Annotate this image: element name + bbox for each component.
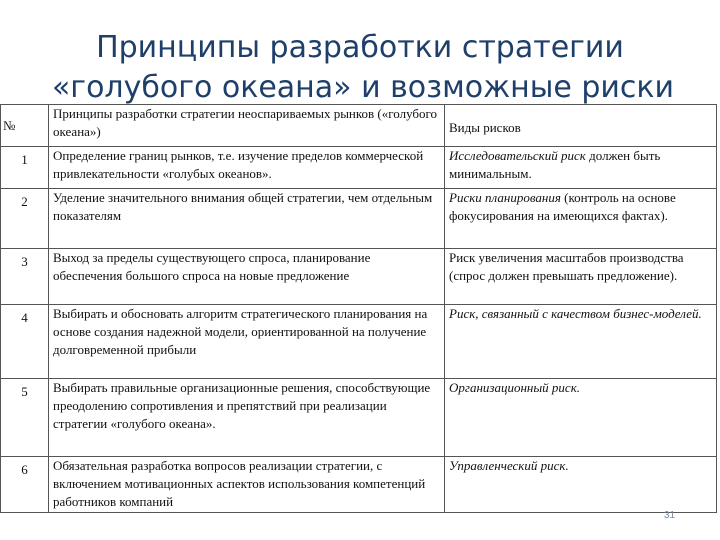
- row-principle: Уделение значительного внимания общей стратегии, чем отдельным показателям: [49, 189, 445, 249]
- row-principle: Выбирать правильные организационные решения, способствующие преодолению сопротивления и препятствий при реализации стратегии «голубого океана».: [49, 379, 445, 457]
- risk-emphasis: Риск, связанный с качеством бизнес-моделей.: [449, 306, 702, 321]
- header-risks: Виды рисков: [445, 105, 717, 147]
- risk-text: Риск увеличения масштабов производства (спрос должен превышать предложение).: [449, 250, 684, 283]
- row-principle: Определение границ рынков, т.е. изучение пределов коммерческой привлекательности «голубых океанов».: [49, 147, 445, 189]
- table-row: [1, 189, 717, 249]
- table-row: [1, 457, 717, 513]
- header-principles: Принципы разработки стратегии неоспариваемых рынков («голубого океана»): [49, 105, 445, 147]
- row-risk: [445, 249, 717, 305]
- row-principle: Обязательная разработка вопросов реализации стратегии, с включением мотивационных аспектов использования компетенций работников компаний: [49, 457, 445, 513]
- row-principle: Выбирать и обосновать алгоритм стратегического планирования на основе создания надежной модели, ориентированной на получение долговременной прибыли: [49, 305, 445, 379]
- row-risk: [445, 379, 717, 457]
- row-num: 3: [1, 249, 49, 305]
- row-num: 6: [1, 457, 49, 513]
- risk-emphasis: Управленческий риск.: [449, 458, 569, 473]
- row-risk: [445, 457, 717, 513]
- table-row: [1, 147, 717, 189]
- row-num: 2: [1, 189, 49, 249]
- row-risk: [445, 305, 717, 379]
- row-risk: [445, 147, 717, 189]
- risk-text: должен быть минимальным.: [449, 148, 661, 181]
- risk-text: (контроль на основе фокусирования на имеющихся фактах).: [449, 190, 676, 223]
- slide-title: [0, 28, 720, 108]
- title-line-2: «голубого океана» и возможные риски: [51, 70, 675, 105]
- risk-emphasis: Исследовательский риск: [449, 148, 586, 163]
- row-num: 1: [1, 147, 49, 189]
- page-number: 31: [664, 510, 676, 521]
- risk-emphasis: Риски планирования: [449, 190, 561, 205]
- title-line-1: Принципы разработки стратегии: [96, 30, 624, 65]
- table-row: [1, 305, 717, 379]
- table-header-row: [1, 105, 717, 147]
- row-principle: Выход за пределы существующего спроса, планирование обеспечения большого спроса на новые предложение: [49, 249, 445, 305]
- row-num: 4: [1, 305, 49, 379]
- principles-risks-table: [0, 104, 717, 513]
- header-num: №: [1, 105, 49, 147]
- table-row: [1, 379, 717, 457]
- risk-emphasis: Организационный риск.: [449, 380, 581, 395]
- row-risk: [445, 189, 717, 249]
- row-num: 5: [1, 379, 49, 457]
- table-row: [1, 249, 717, 305]
